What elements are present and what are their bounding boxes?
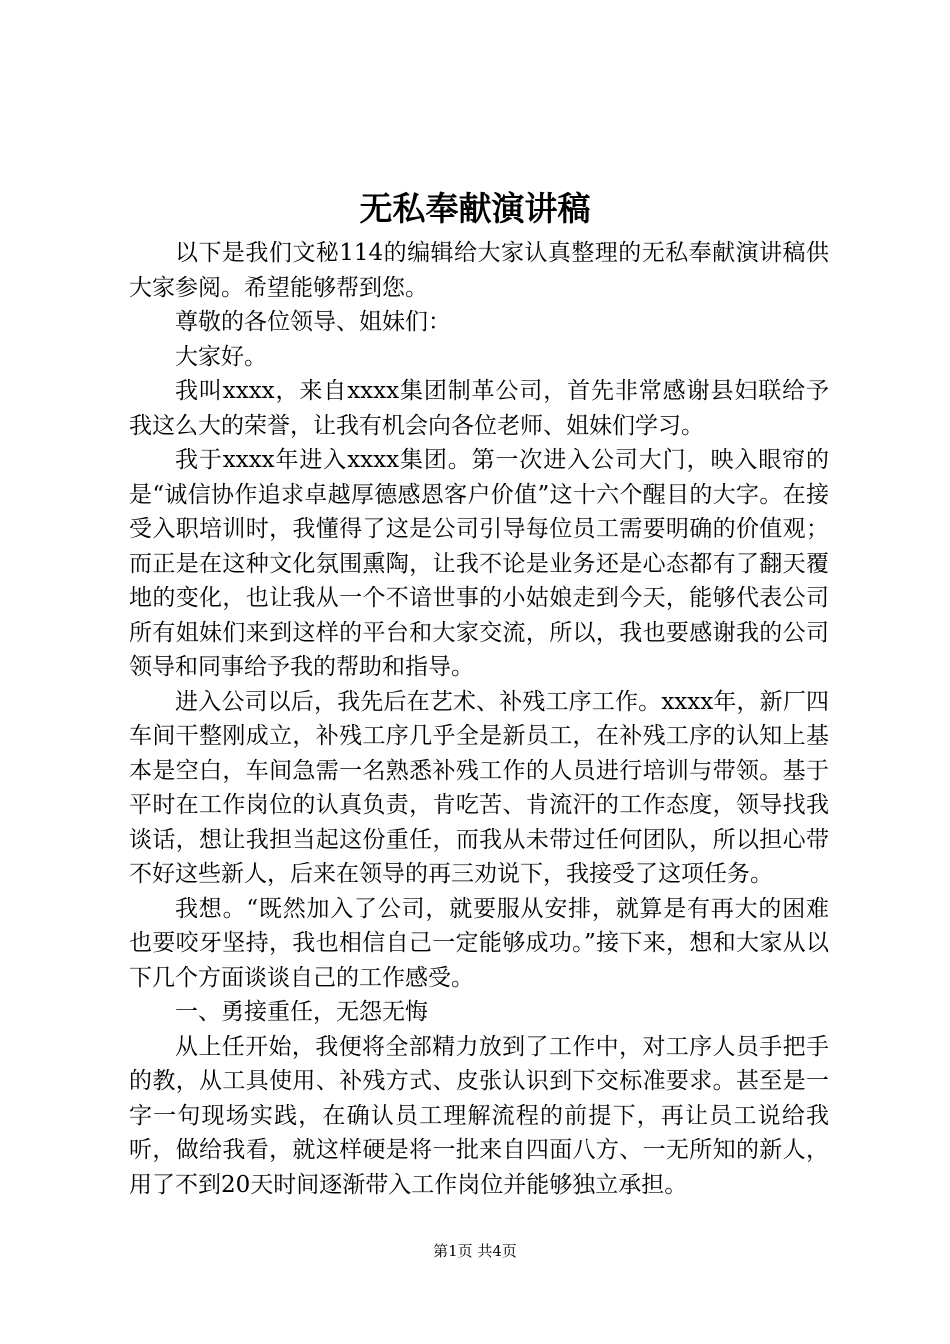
greeting: 大家好。 <box>175 343 267 370</box>
page-number-footer: 第1页 共4页 <box>433 1242 517 1260</box>
body-paragraph: 我于xxxx年进入xxxx集团。第一次进入公司大门，映入眼帘的是“诚信协作追求卓越厚德感恩客户价值”这十六个醒目的大字。在接受入职培训时，我懂得了这是公司引导每位员工需要明确的价值观；而正是在这种文化氛围熏陶，让我不论是业务还是心态都有了翻天覆地的变化，也让我从一个不谙世事的小姑娘走到今天，能够代表公司所有姐妹们来到这样的平台和大家交流，所以，我也要感谢我的公司领导和同事给予我的帮助和指导。 <box>129 447 829 680</box>
body-paragraph: 我想。“既然加入了公司，就要服从安排，就算是有再大的困难也要咬牙坚持，我也相信自己一定能够成功。”接下来，想和大家从以下几个方面谈谈自己的工作感受。 <box>129 895 829 991</box>
intro-paragraph: 以下是我们文秘114的编辑给大家认真整理的无私奉献演讲稿供大家参阅。希望能够帮到您。 <box>129 240 829 301</box>
salutation: 尊敬的各位领导、姐妹们： <box>175 309 451 335</box>
document-title: 无私奉献演讲稿 <box>359 189 591 228</box>
document-body <box>129 236 829 1202</box>
body-paragraph: 从上任开始，我便将全部精力放到了工作中，对工序人员手把手的教，从工具使用、补残方式、皮张认识到下交标准要求。甚至是一字一句现场实践，在确认员工理解流程的前提下，再让员工说给我听，做给我看，就这样硬是将一批来自四面八方、一无所知的新人，用了不到20天时间逐渐带入工作岗位并能够独立承担。 <box>129 1033 829 1198</box>
section-heading: 一、勇接重任，无怨无悔 <box>175 999 428 1025</box>
body-paragraph: 我叫xxxx，来自xxxx集团制革公司，首先非常感谢县妇联给予我这么大的荣誉，让我有机会向各位老师、姐妹们学习。 <box>129 378 829 439</box>
body-paragraph: 进入公司以后，我先后在艺术、补残工序工作。xxxx年，新厂四车间干整刚成立，补残工序几乎全是新员工，在补残工序的认知上基本是空白，车间急需一名熟悉补残工作的人员进行培训与带领。基于平时在工作岗位的认真负责，肯吃苦、肯流汗的工作态度，领导找我谈话，想让我担当起这份重任，而我从未带过任何团队，所以担心带不好这些新人，后来在领导的再三劝说下，我接受了这项任务。 <box>129 688 829 887</box>
